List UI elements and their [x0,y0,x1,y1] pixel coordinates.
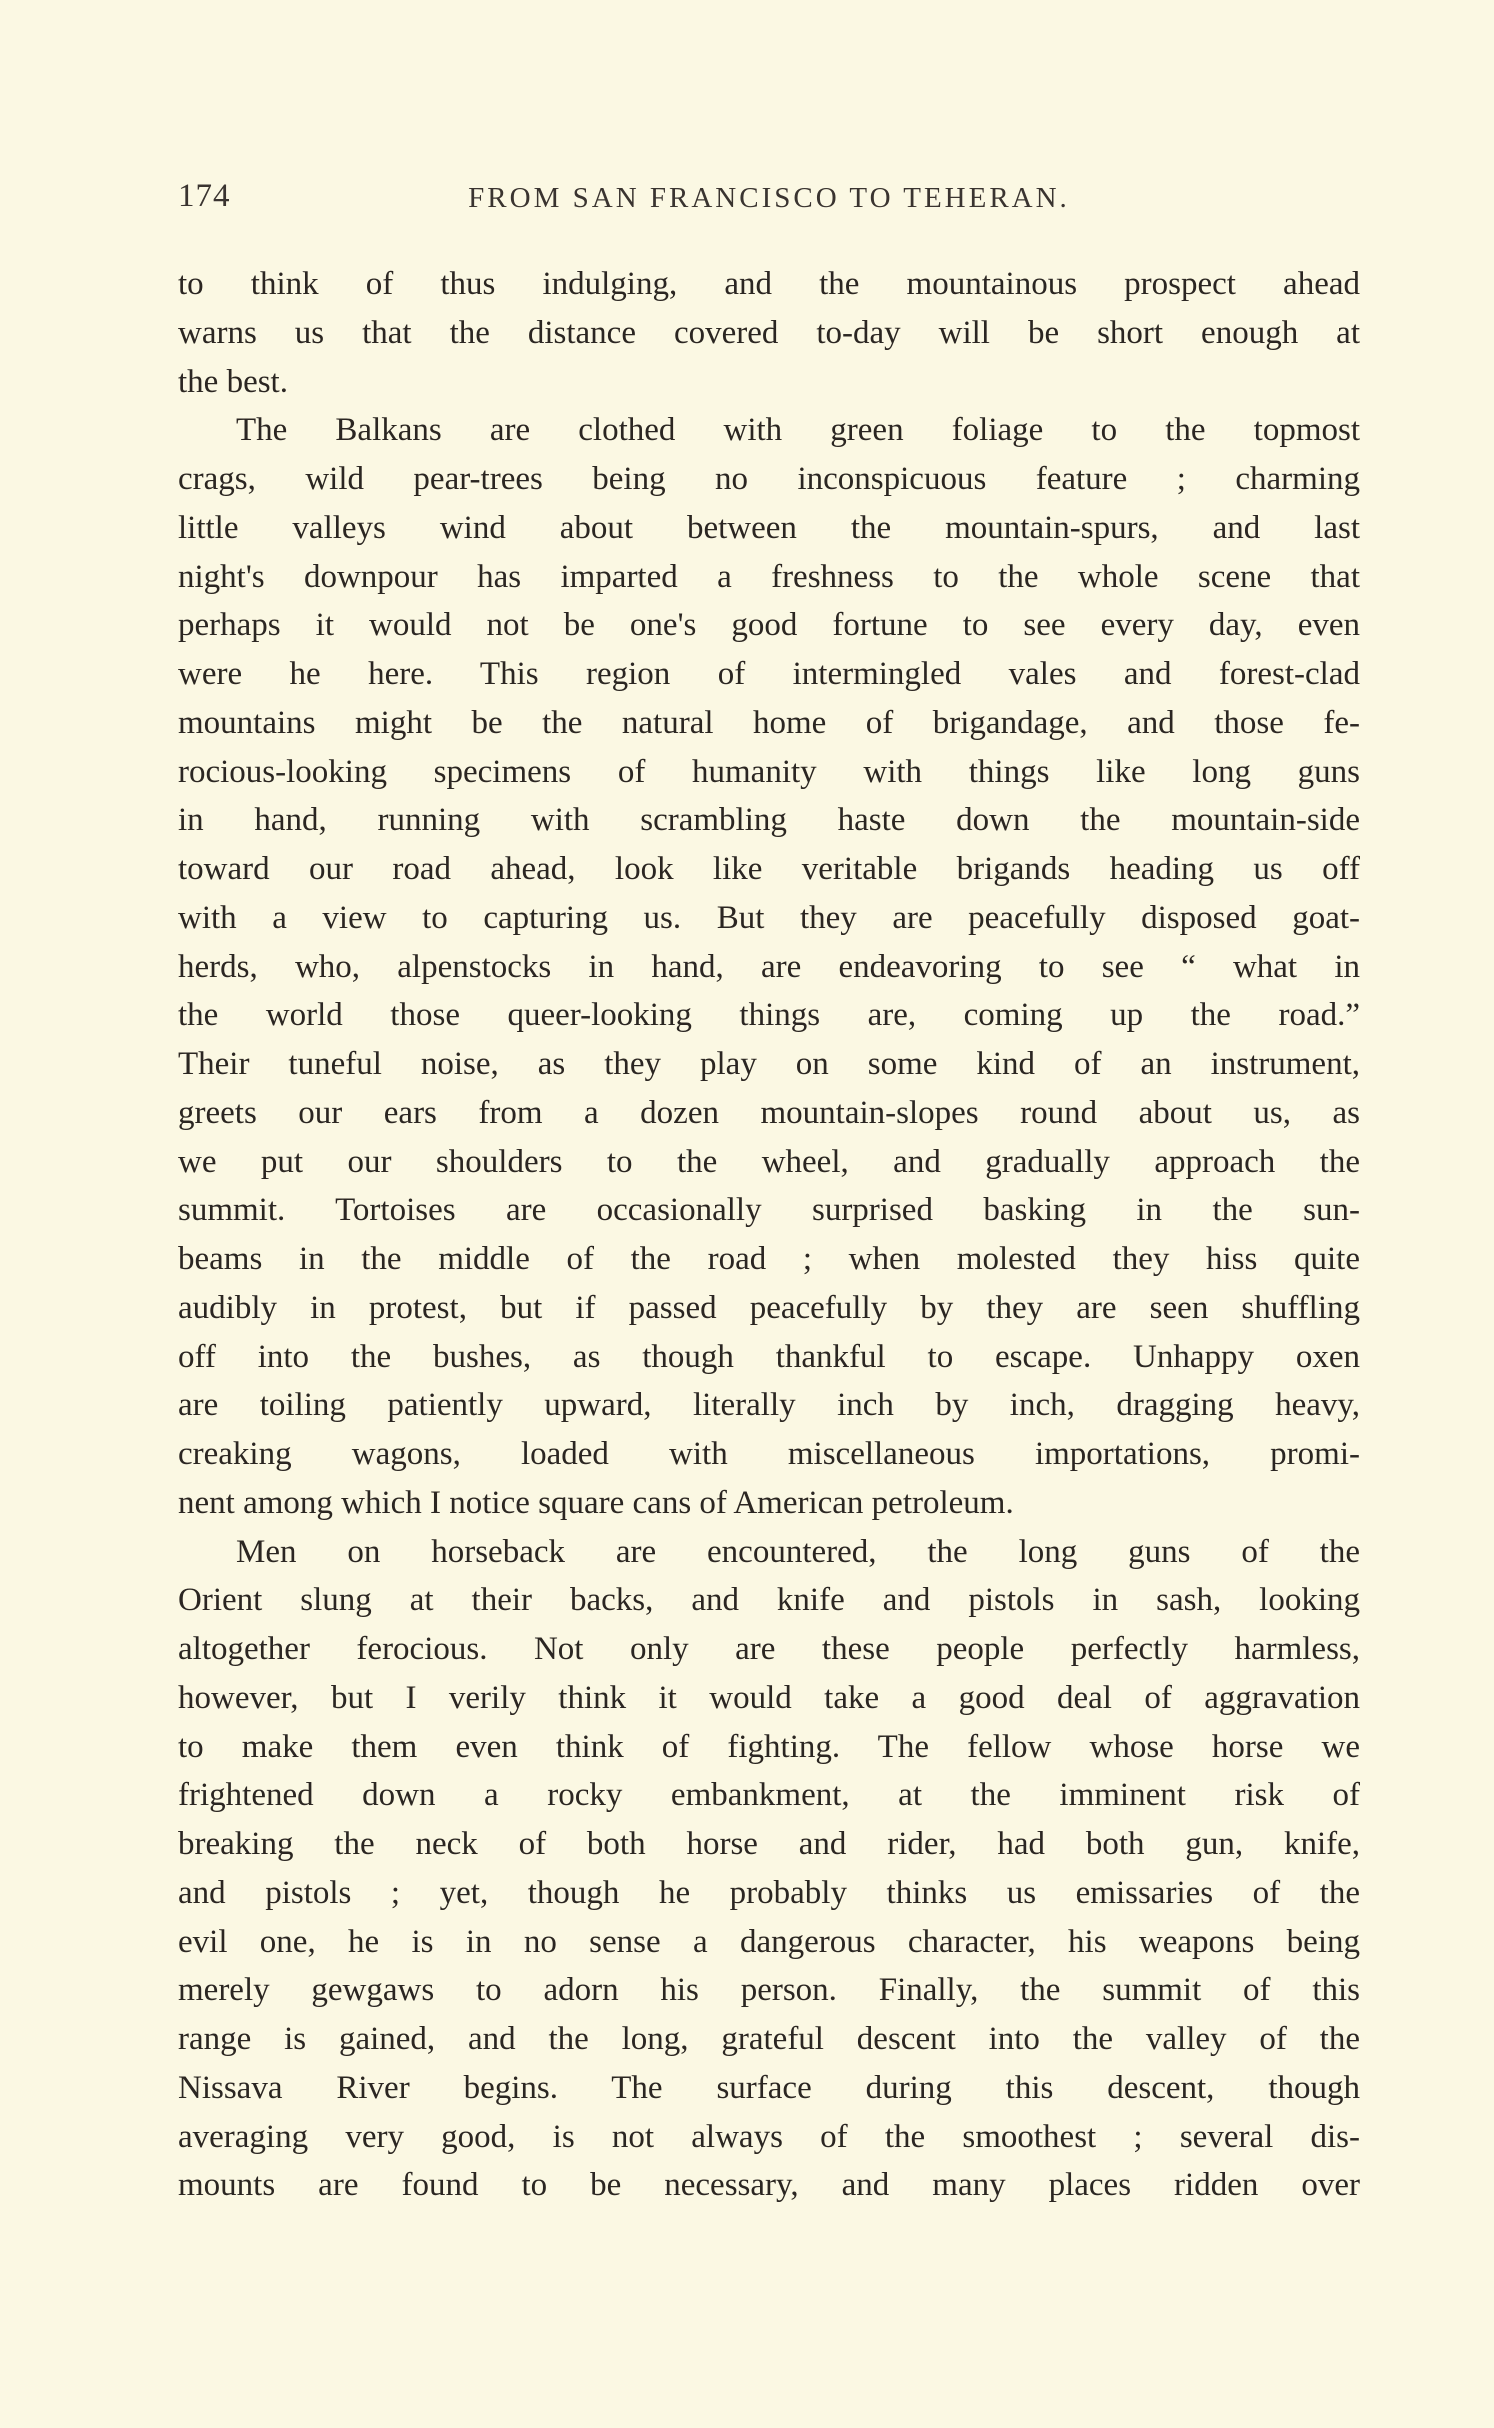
text-line: mountains might be the natural home of brigandage, and those fe- [178,704,1360,741]
text-line: Men on horseback are encountered, the long guns of the [236,1533,1360,1570]
text-line: range is gained, and the long, grateful descent into the valley of the [178,2021,1360,2057]
text-line: are toiling patiently upward, literally inch by inch, dragging heavy, [178,1387,1360,1424]
text-line: Their tuneful noise, as they play on some kind of an instrument, [178,1046,1360,1082]
text-line: herds, who, alpenstocks in hand, are endeavoring to see “ what in [178,948,1360,985]
text-line: nent among which I notice square cans of American petroleum. [178,1484,1014,1521]
text-line: altogether ferocious. Not only are these people perfectly harmless, [178,1631,1360,1667]
paragraph-2 [178,406,1360,1527]
text-line: in hand, running with scrambling haste down the mountain-side [178,802,1360,839]
text-line: we put our shoulders to the wheel, and gradually approach the [178,1143,1360,1180]
paragraph-3 [178,1528,1360,2211]
text-line: crags, wild pear-trees being no inconspicuous feature ; charming [178,461,1360,497]
text-line: to make them even think of fighting. The fellow whose horse we [178,1728,1360,1765]
text-line: were he here. This region of intermingled vales and forest-clad [178,656,1360,692]
text-line: rocious-looking specimens of humanity with things like long guns [178,753,1360,790]
text-line: averaging very good, is not always of the smoothest ; several dis- [178,2118,1360,2155]
paragraph-1 [178,260,1360,406]
text-line: off into the bushes, as though thankful to escape. Unhappy oxen [178,1338,1360,1375]
text-line: greets our ears from a dozen mountain-slopes round about us, as [178,1094,1360,1131]
text-line: breaking the neck of both horse and rider, had both gun, knife, [178,1826,1360,1862]
text-line: audibly in protest, but if passed peacefully by they are seen shuffling [178,1289,1360,1326]
page-number: 174 [178,178,231,214]
text-line: frightened down a rocky embankment, at the imminent risk of [178,1777,1360,1814]
text-line: little valleys wind about between the mountain-spurs, and last [178,509,1360,546]
text-line: with a view to capturing us. But they are peacefully disposed goat- [178,899,1360,936]
text-line: the world those queer-looking things are, coming up the road.” [178,997,1360,1034]
text-line: evil one, he is in no sense a dangerous character, his weapons being [178,1923,1360,1960]
text-line: merely gewgaws to adorn his person. Finally, the summit of this [178,1972,1360,2009]
text-line: perhaps it would not be one's good fortune to see every day, even [178,607,1360,644]
running-title: FROM SAN FRANCISCO TO TEHERAN. [468,182,1070,214]
text-line: however, but I verily think it would take a good deal of aggravation [178,1679,1360,1716]
text-line: warns us that the distance covered to-day will be short enough at [178,314,1360,351]
text-line: beams in the middle of the road ; when molested they hiss quite [178,1241,1360,1277]
text-line: to think of thus indulging, and the mountainous prospect ahead [178,266,1360,302]
body-text [178,260,1360,2210]
text-line: summit. Tortoises are occasionally surprised basking in the sun- [178,1192,1360,1229]
text-line: mounts are found to be necessary, and many places ridden over [178,2167,1360,2204]
running-head [178,178,1360,226]
text-line: the best. [178,363,288,400]
text-line: Orient slung at their backs, and knife and pistols in sash, looking [178,1582,1360,1619]
text-line: The Balkans are clothed with green foliage to the topmost [236,412,1360,449]
text-line: and pistols ; yet, though he probably thinks us emissaries of the [178,1874,1360,1911]
text-line: creaking wagons, loaded with miscellaneous importations, promi- [178,1436,1360,1472]
text-line: toward our road ahead, look like veritable brigands heading us off [178,851,1360,887]
text-line: night's downpour has imparted a freshness to the whole scene that [178,558,1360,595]
text-line: Nissava River begins. The surface during this descent, though [178,2069,1360,2106]
